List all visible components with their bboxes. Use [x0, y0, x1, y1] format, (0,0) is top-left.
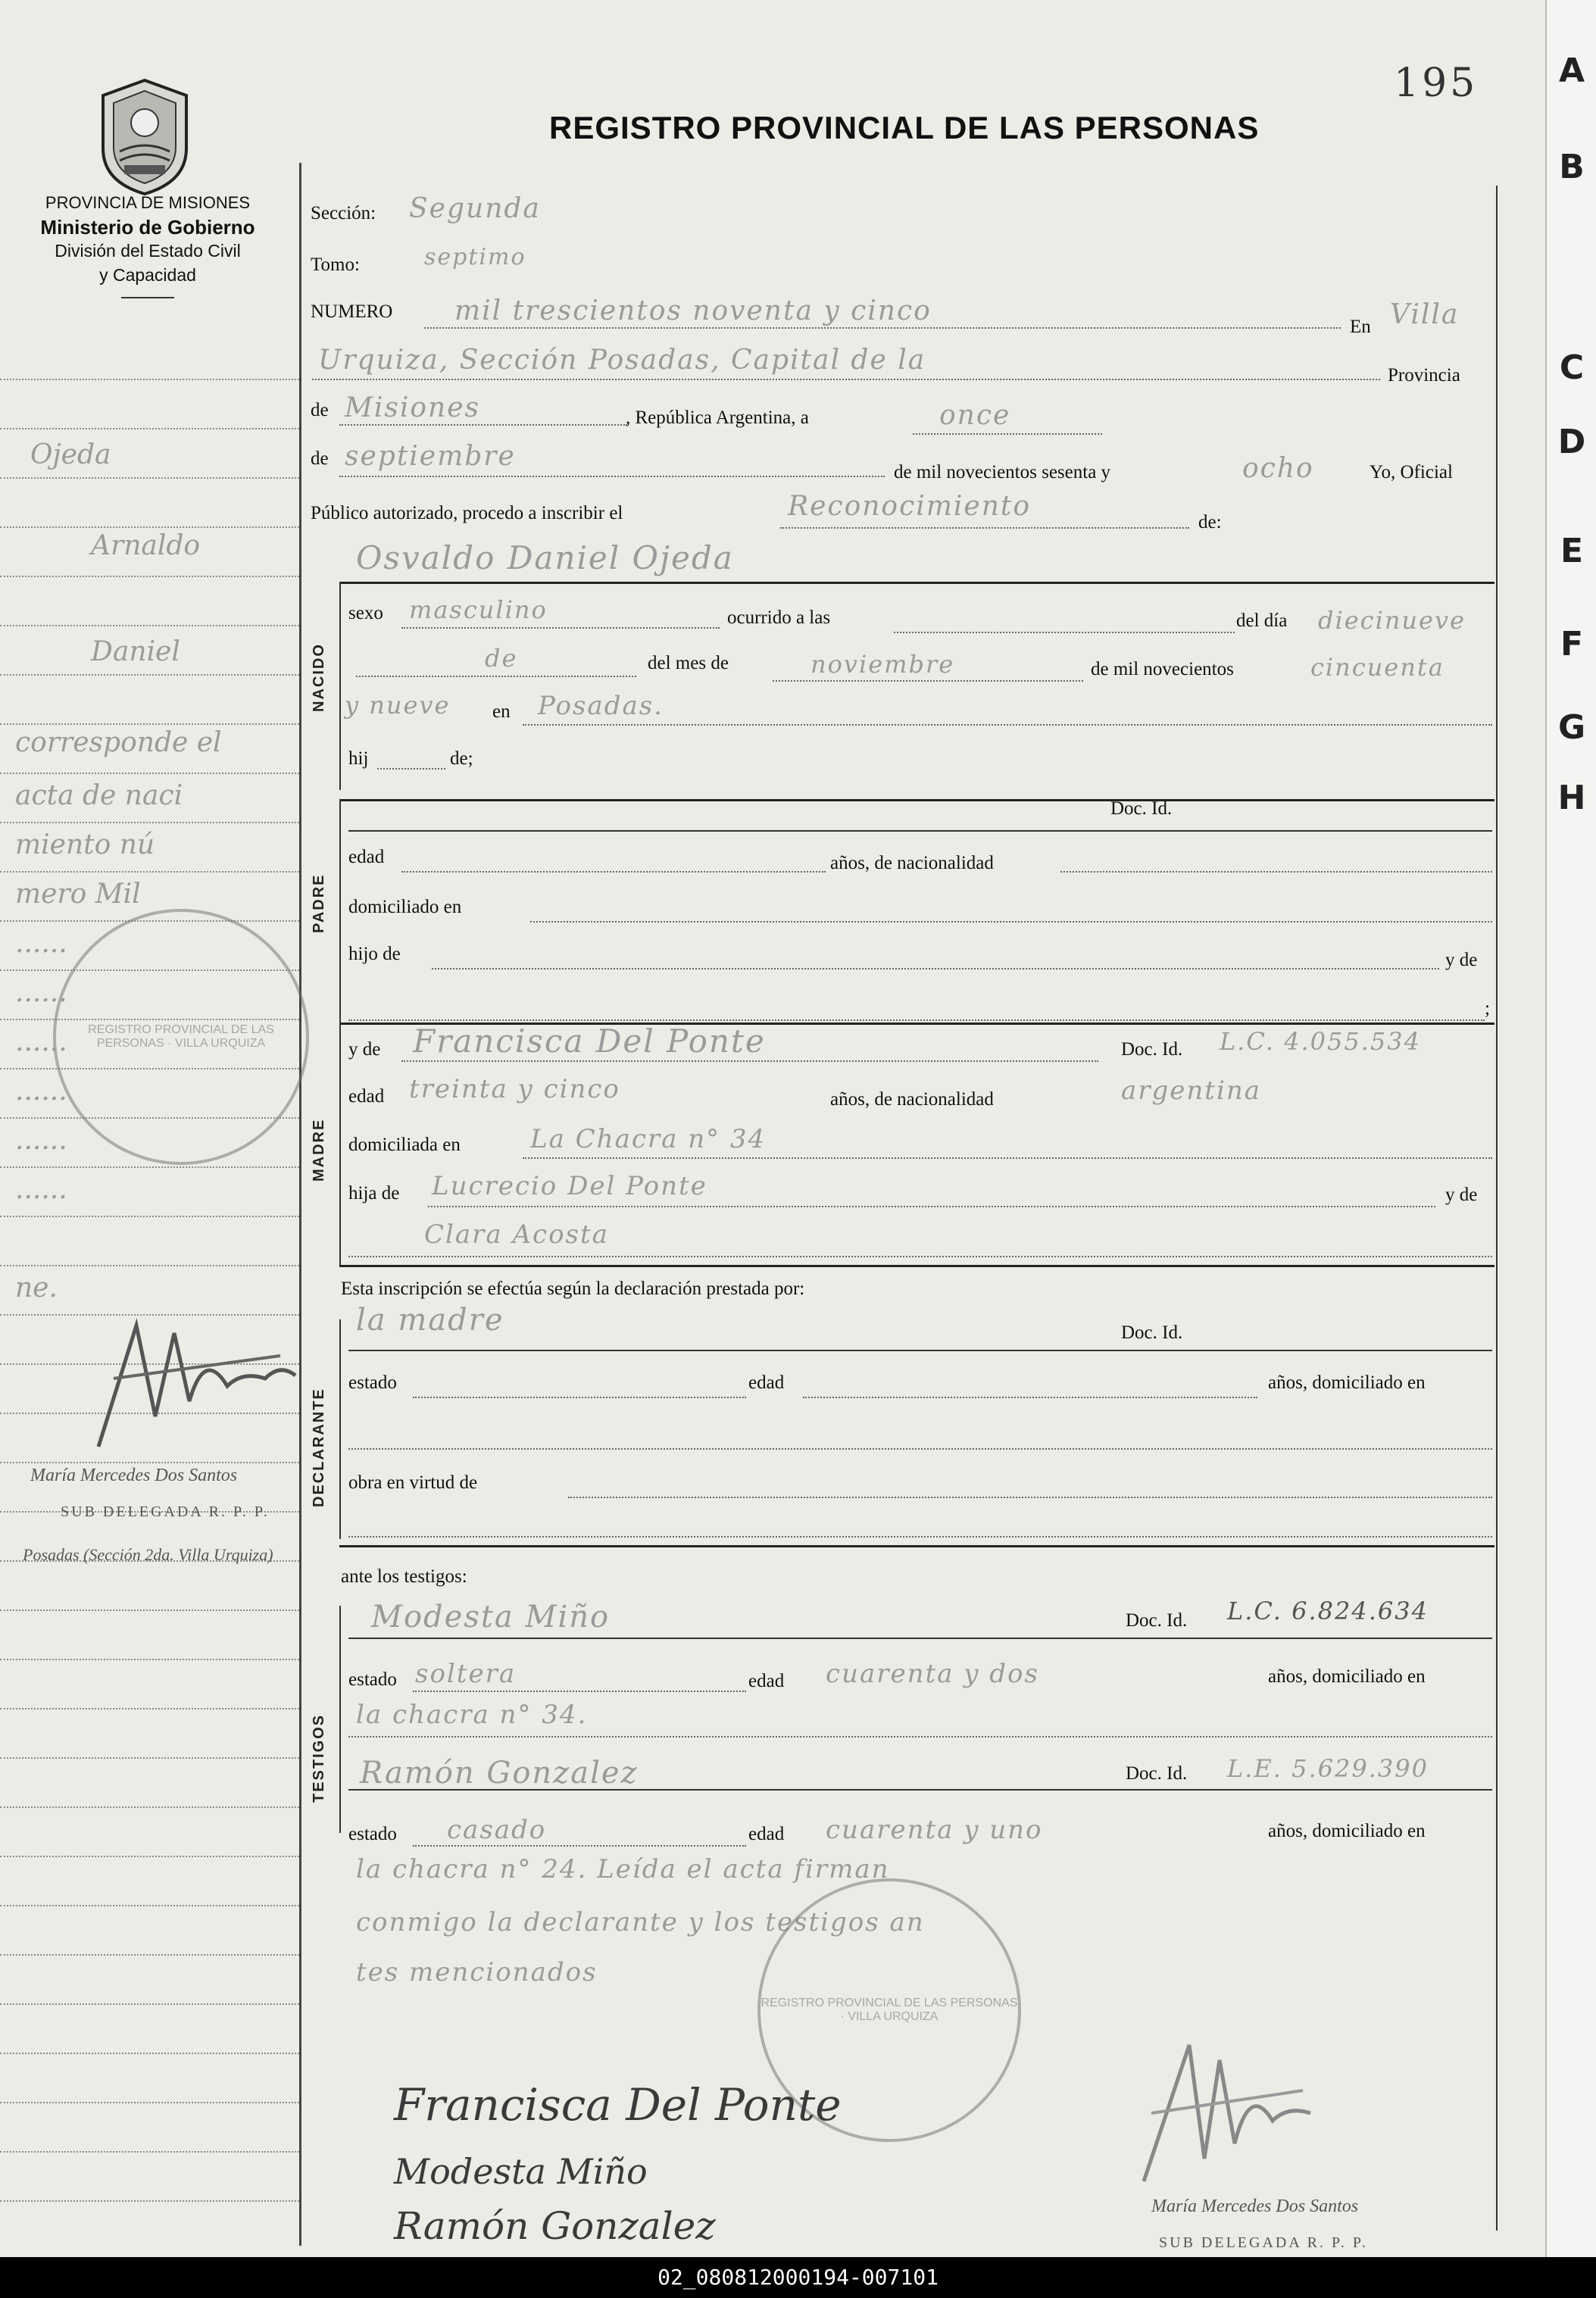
label-hijo-de: hijo de: [348, 944, 401, 964]
margin-rule: [0, 526, 299, 528]
dots-madre-padre: [428, 1206, 1435, 1207]
margin-rule: [0, 1954, 299, 1956]
margin-rule: [0, 1216, 299, 1217]
tab-d[interactable]: D: [1557, 423, 1586, 461]
label-y-de-madre2: y de: [1445, 1185, 1478, 1205]
provincial-seal: [97, 76, 192, 197]
margin-rule: [0, 428, 299, 429]
label-en: En: [1350, 317, 1371, 337]
label-sexo: sexo: [348, 603, 383, 623]
value-testigo2-dom: la chacra n° 24. Leída el acta firman: [356, 1854, 890, 1884]
tab-f[interactable]: F: [1560, 625, 1584, 663]
margin-rule: [0, 2151, 299, 2153]
margin-line-5: acta de naci: [15, 780, 183, 811]
section-declarante: DECLARANTE: [311, 1388, 327, 1507]
label-del-dia: del día: [1236, 610, 1288, 631]
dots-hora: [894, 632, 1235, 633]
value-testigo2-estado: casado: [447, 1815, 547, 1845]
value-testigo2-edad: cuarenta y uno: [826, 1815, 1043, 1845]
label-estado-declarante: estado: [348, 1372, 397, 1393]
label-estado-testigo1: estado: [348, 1669, 397, 1690]
label-obra: obra en virtud de: [348, 1472, 478, 1493]
value-madre-madre: Clara Acosta: [424, 1219, 609, 1250]
dots-obra2: [348, 1536, 1492, 1538]
margin-rule: [0, 1708, 299, 1709]
line-testigo2: [348, 1789, 1492, 1791]
page-title: REGISTRO PROVINCIAL DE LAS PERSONAS: [549, 110, 1260, 145]
margin-rule: [0, 2200, 299, 2202]
label-dom-testigo1: años, domiciliado en: [1268, 1666, 1426, 1687]
official-title: SUB DELEGADA R. P. P.: [1159, 2234, 1368, 2251]
value-en: Villa: [1390, 299, 1460, 330]
dots-dia: [356, 676, 636, 677]
label-hij: hij: [348, 748, 369, 769]
dots-madre-dom: [523, 1157, 1492, 1159]
label-testigos: ante los testigos:: [341, 1566, 467, 1587]
margin-rule: [0, 723, 299, 725]
value-madre-edad: treinta y cinco: [409, 1074, 620, 1104]
official-stamp-margin: REGISTRO PROVINCIAL DE LAS PERSONAS · VILLA URQUIZA: [53, 909, 309, 1165]
madre-left-line: [339, 1023, 341, 1265]
line-declarante-name: [348, 1350, 1492, 1351]
dots-nac-padre: [1060, 871, 1492, 873]
margin-line-6: miento nú: [15, 829, 155, 860]
margin-line-1: Ojeda: [30, 439, 111, 470]
dots-hijo-de: [432, 968, 1439, 969]
dots-estado-t2: [413, 1845, 746, 1847]
testigos-left-line: [339, 1606, 341, 1833]
dots-edad-padre: [401, 871, 826, 873]
nacido-left-line: [339, 582, 341, 790]
value-numero: mil trescientos noventa y cinco: [454, 295, 932, 326]
tab-c[interactable]: C: [1559, 348, 1585, 387]
margin-line-7: mero Mil: [15, 879, 141, 910]
value-testigo1-dom: la chacra n° 34.: [356, 1700, 588, 1730]
label-doc-declarante: Doc. Id.: [1121, 1322, 1183, 1343]
section-testigos: TESTIGOS: [311, 1713, 327, 1803]
org-line-ministry: Ministerio de Gobierno: [40, 216, 255, 239]
signature-modesta: Modesta Miño: [394, 2151, 648, 2192]
value-mes-de: septiembre: [345, 441, 516, 472]
margin-rule: [0, 2053, 299, 2054]
dots-dia-a: [913, 433, 1102, 435]
tab-g[interactable]: G: [1557, 708, 1586, 747]
margin-line-14: ne.: [15, 1272, 58, 1304]
margin-rule: [0, 576, 299, 577]
page-number: 195: [1394, 61, 1479, 106]
dots-edad-declarante: [803, 1397, 1257, 1398]
value-mes: noviembre: [810, 650, 955, 679]
margin-line-8: ......: [15, 928, 67, 959]
margin-rule: [0, 1905, 299, 1906]
label-de-provincia: de: [311, 400, 329, 420]
signature-ramon: Ramón Gonzalez: [394, 2204, 716, 2248]
label-doc-padre: Doc. Id.: [1110, 798, 1173, 819]
value-dia: diecinueve: [1318, 606, 1466, 635]
dots-lugar-nac: [523, 724, 1492, 726]
value-dia-a: once: [939, 400, 1011, 431]
label-dom-declarante: años, domiciliado en: [1268, 1372, 1426, 1393]
dots-estado-t1: [413, 1691, 746, 1692]
value-cierre2: tes mencionados: [356, 1957, 598, 1987]
value-declarante: la madre: [356, 1303, 504, 1338]
dots-madre-madre: [348, 1256, 1492, 1257]
value-acto: Reconocimiento: [788, 491, 1032, 522]
declarante-left-line: [339, 1319, 341, 1539]
label-y-de-madre: y de: [348, 1039, 381, 1060]
margin-rule: [0, 674, 299, 676]
label-edad-madre: edad: [348, 1086, 385, 1107]
label-en-nac: en: [492, 701, 511, 722]
dots-sexo: [401, 627, 720, 629]
dots-numero: [424, 327, 1341, 329]
label-edad-testigo2: edad: [748, 1824, 785, 1844]
line-testigo1: [348, 1638, 1492, 1639]
label-seccion: Sección:: [311, 203, 376, 223]
margin-rule: [0, 379, 299, 380]
tab-e[interactable]: E: [1560, 532, 1584, 570]
label-de-colon: de:: [1198, 512, 1222, 532]
margin-divider: [299, 163, 301, 2246]
value-anio-nac: cincuenta: [1310, 653, 1445, 682]
dots-lugar: [312, 379, 1380, 380]
label-semicolon: ;: [1485, 998, 1490, 1019]
org-line-division: División del Estado Civil: [55, 241, 241, 261]
label-domiciliada: domiciliada en: [348, 1135, 461, 1155]
label-dom-padre: domiciliado en: [348, 897, 462, 917]
margin-line-3: Daniel: [91, 636, 180, 667]
dots-acto: [780, 527, 1189, 529]
label-edad-declarante: edad: [748, 1372, 785, 1393]
margin-rule: [0, 2102, 299, 2103]
rule-padre-top: [339, 799, 1494, 801]
margin-rule: [0, 1757, 299, 1759]
margin-rule: [0, 1166, 299, 1168]
dots-obra: [568, 1497, 1492, 1498]
margin-line-13: ......: [15, 1174, 67, 1205]
margin-rule: [0, 625, 299, 626]
value-provincia: Misiones: [345, 392, 481, 423]
value-madre-nac: argentina: [1121, 1076, 1262, 1106]
label-y-de-padre: y de: [1445, 950, 1478, 970]
margin-official-place: Posadas (Sección 2da. Villa Urquiza): [23, 1545, 273, 1564]
margin-rule: [0, 1659, 299, 1660]
dots-padre-madre: [348, 1019, 1485, 1021]
label-publico: Público autorizado, procedo a inscribir el: [311, 503, 623, 523]
dots-madre-nombre: [401, 1060, 1098, 1062]
value-lugar: Urquiza, Sección Posadas, Capital de la: [318, 345, 926, 376]
margin-official-name: María Mercedes Dos Santos: [30, 1466, 238, 1485]
line-padre-name: [348, 830, 1492, 832]
margin-official-title: SUB DELEGADA R. P. P.: [61, 1503, 270, 1520]
value-testigo1-doc: L.C. 6.824.634: [1227, 1597, 1429, 1625]
label-del-mes: del mes de: [648, 653, 729, 673]
label-hija-de: hija de: [348, 1183, 400, 1204]
index-tabs: [1545, 0, 1596, 2257]
margin-signature: [83, 1303, 303, 1466]
label-ocurrido: ocurrido a las: [727, 607, 831, 628]
official-name: María Mercedes Dos Santos: [1151, 2197, 1359, 2216]
dots-estado-declarante: [413, 1397, 746, 1398]
dots-hij: [377, 768, 445, 770]
value-madre-padre: Lucrecio Del Ponte: [432, 1171, 707, 1201]
rule-declarante-top: [339, 1265, 1494, 1267]
margin-rule: [0, 1610, 299, 1611]
margin-line-10: ......: [15, 1026, 67, 1057]
label-edad-testigo1: edad: [748, 1671, 785, 1691]
padre-left-line: [339, 799, 341, 1023]
section-nacido: NACIDO: [311, 643, 327, 712]
value-de-dia: de: [485, 644, 518, 673]
dots-dom-padre: [530, 921, 1492, 923]
margin-rule: [0, 2003, 299, 2005]
value-seccion: Segunda: [409, 193, 541, 224]
value-testigo2-doc: L.E. 5.629.390: [1227, 1754, 1429, 1783]
right-frame-line: [1496, 186, 1498, 2231]
margin-line-12: ......: [15, 1125, 67, 1156]
label-de-semicolon: de;: [450, 748, 473, 769]
value-anio: ocho: [1242, 453, 1314, 484]
value-cierre1: conmigo la declarante y los testigos an: [356, 1907, 925, 1937]
label-yo-oficial: Yo, Oficial: [1370, 462, 1453, 482]
value-madre-doc: L.C. 4.055.534: [1220, 1027, 1421, 1056]
rule-testigos-top: [339, 1545, 1494, 1547]
tab-a[interactable]: A: [1558, 52, 1585, 90]
label-doc-madre: Doc. Id.: [1121, 1039, 1183, 1060]
label-de-mes: de: [311, 448, 329, 469]
value-tomo: septimo: [424, 244, 526, 270]
label-dom-testigo2: años, domiciliado en: [1268, 1821, 1426, 1841]
tab-b[interactable]: B: [1559, 148, 1585, 186]
label-tomo: Tomo:: [311, 254, 360, 275]
label-nac-madre: años, de nacionalidad: [830, 1089, 994, 1110]
dots-mes: [773, 680, 1083, 682]
label-de-mil: de mil novecientos sesenta y: [894, 462, 1111, 482]
margin-rule: [0, 773, 299, 774]
dots-mes-de: [339, 476, 885, 477]
label-estado-testigo2: estado: [348, 1824, 397, 1844]
tab-h[interactable]: H: [1557, 779, 1586, 817]
value-madre-nombre: Francisca Del Ponte: [413, 1023, 766, 1060]
rule-nacido-top: [339, 582, 1494, 584]
label-numero: NUMERO: [311, 301, 393, 322]
header-divider: [121, 297, 174, 298]
dots-t1-dom: [348, 1736, 1492, 1738]
dots-provincia: [339, 424, 627, 426]
org-line-province: PROVINCIA DE MISIONES: [45, 193, 251, 212]
label-doc-testigo1: Doc. Id.: [1126, 1610, 1188, 1631]
section-padre: PADRE: [311, 873, 327, 933]
margin-rule: [0, 1806, 299, 1808]
label-inscripcion: Esta inscripción se efectúa según la declaración prestada por:: [341, 1279, 805, 1299]
margin-rule: [0, 1265, 299, 1266]
section-madre: MADRE: [311, 1118, 327, 1182]
value-nombre: Osvaldo Daniel Ojeda: [356, 539, 734, 576]
margin-rule: [0, 1856, 299, 1857]
value-sexo: masculino: [409, 595, 548, 624]
value-testigo1-edad: cuarenta y dos: [826, 1659, 1039, 1689]
margin-line-2: Arnaldo: [91, 530, 201, 561]
value-testigo2: Ramón Gonzalez: [360, 1756, 639, 1791]
signature-francisca: Francisca Del Ponte: [394, 2079, 842, 2131]
official-signature: [1121, 2030, 1318, 2200]
org-line-capacity: y Capacidad: [99, 265, 196, 285]
margin-line-4: corresponde el: [15, 727, 222, 758]
value-testigo1: Modesta Miño: [371, 1600, 611, 1635]
label-doc-testigo2: Doc. Id.: [1126, 1763, 1188, 1784]
margin-line-11: ......: [15, 1076, 67, 1107]
value-madre-dom: La Chacra n° 34: [530, 1124, 767, 1154]
label-republica: , República Argentina, a: [626, 407, 809, 428]
margin-rule: [0, 871, 299, 873]
value-testigo1-estado: soltera: [415, 1659, 517, 1689]
label-provincia: Provincia: [1388, 365, 1460, 386]
value-anio-nac2: y nueve: [345, 691, 451, 720]
label-edad-padre: edad: [348, 847, 385, 867]
margin-line-9: ......: [15, 977, 67, 1008]
label-de-mil-nov: de mil novecientos: [1091, 659, 1234, 679]
margin-rule: [0, 477, 299, 479]
official-stamp-bottom: REGISTRO PROVINCIAL DE LAS PERSONAS · VILLA URQUIZA: [757, 1878, 1021, 2142]
label-nac-padre: años, de nacionalidad: [830, 853, 994, 873]
dots-declarante-dom: [348, 1448, 1492, 1450]
file-id-footer: 02_080812000194-007101: [0, 2257, 1596, 2298]
margin-rule: [0, 822, 299, 823]
value-lugar-nac: Posadas.: [538, 691, 664, 721]
